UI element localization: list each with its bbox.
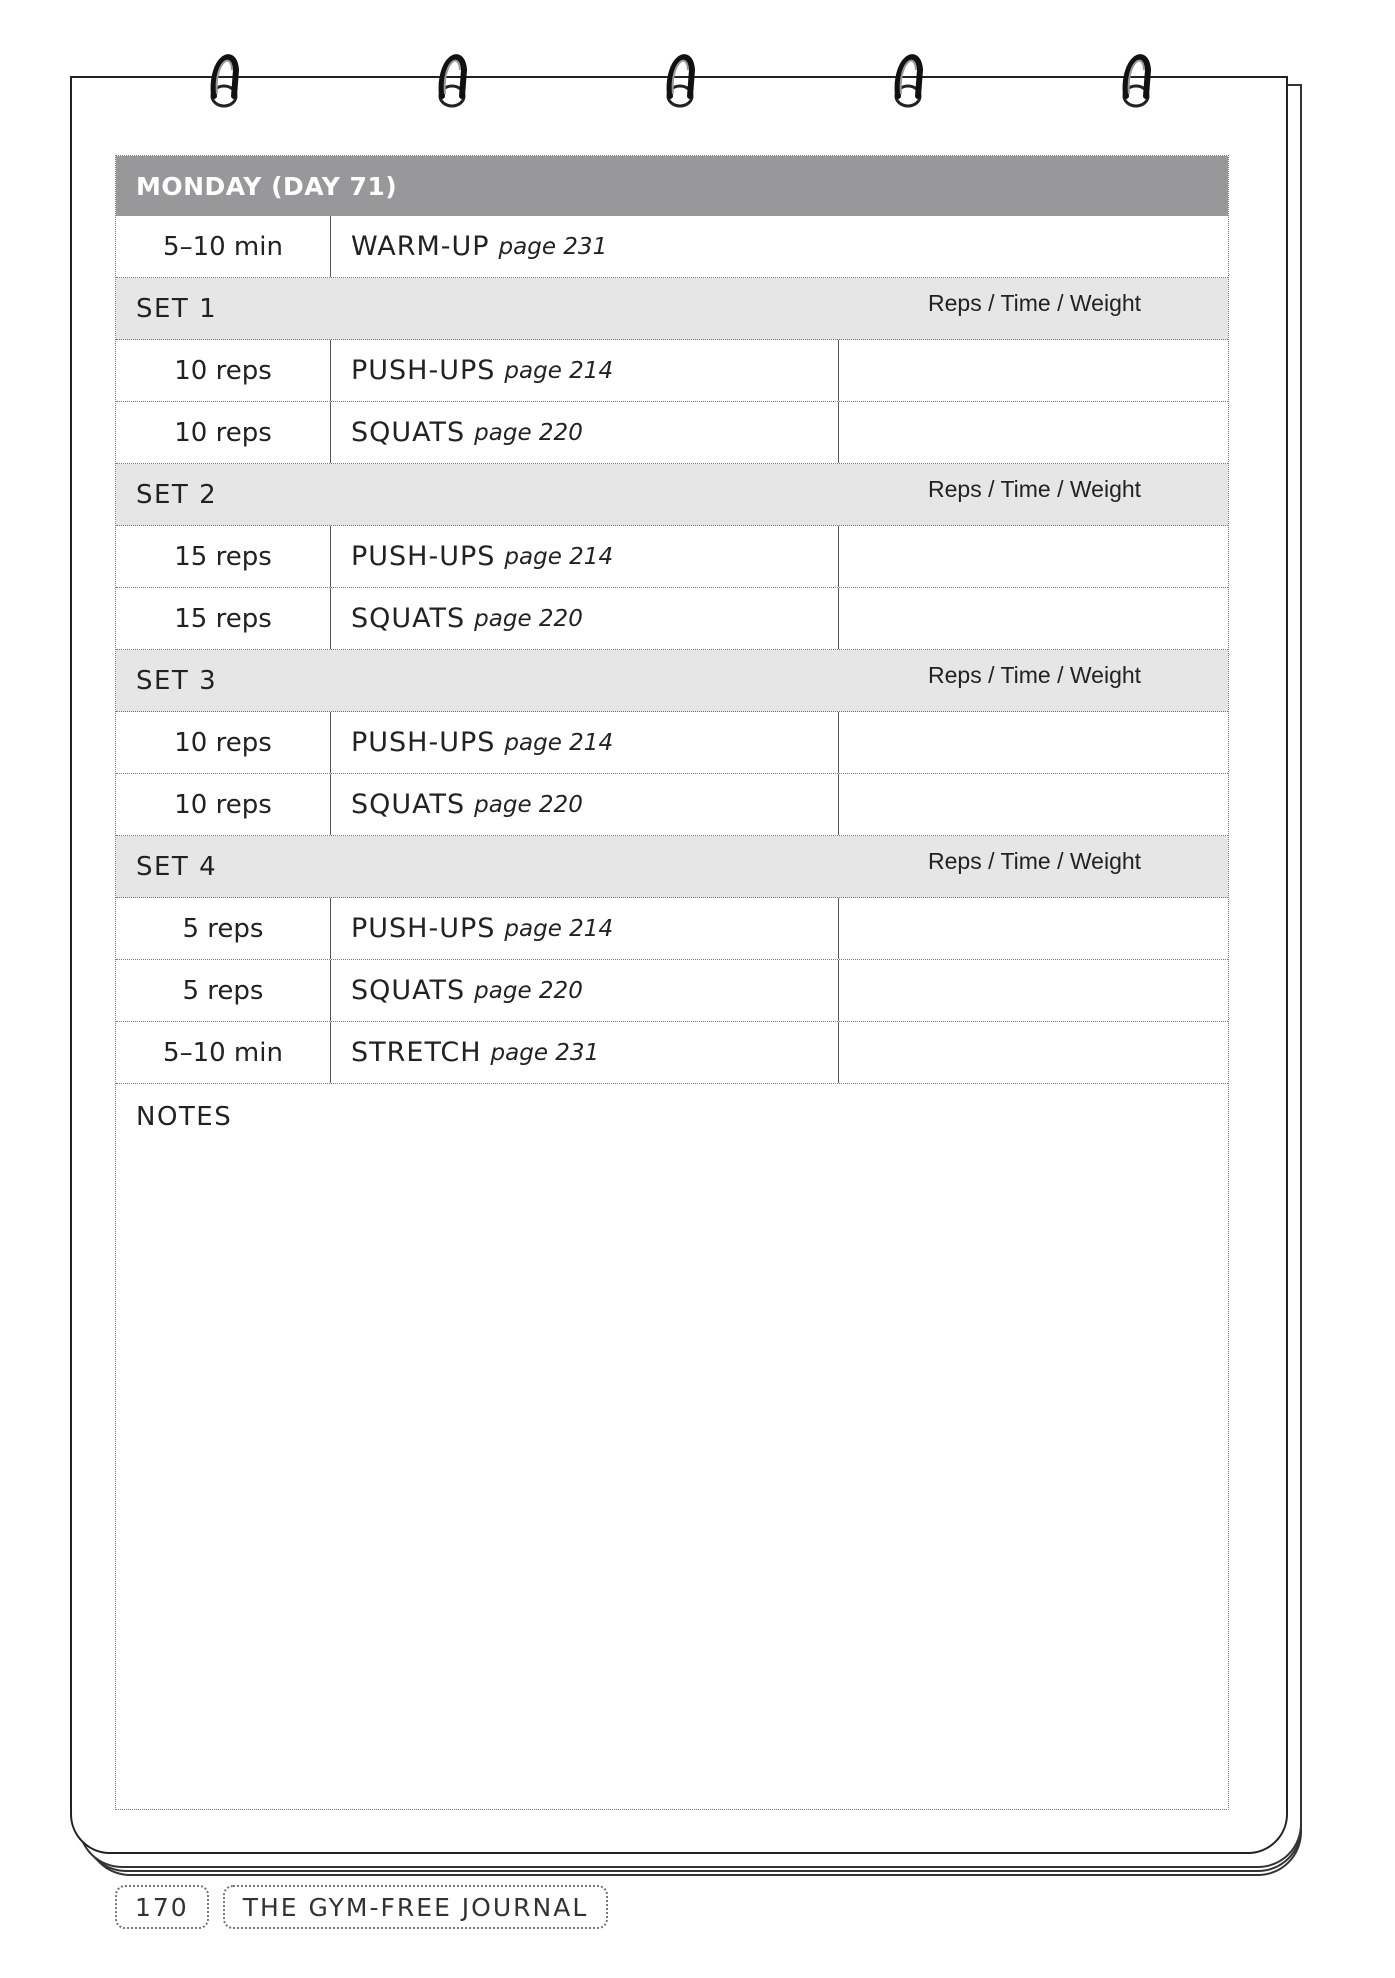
exercise-qty: 5 reps <box>116 960 331 1021</box>
log-entry-field[interactable] <box>839 960 1228 1021</box>
page-reference: page 220 <box>474 605 583 632</box>
workout-sheet <box>115 155 1229 1810</box>
page-reference: page 231 <box>490 1039 600 1066</box>
warmup-row <box>116 216 1228 278</box>
set-log-columns: Reps / Time / Weight <box>928 662 1142 688</box>
set-title: SET 2 <box>136 479 218 510</box>
spiral-ring-icon <box>1112 40 1160 120</box>
page-number: 170 <box>115 1885 209 1929</box>
set-log-columns: Reps / Time / Weight <box>928 476 1142 502</box>
exercise-name: STRETCH <box>351 1037 482 1068</box>
exercise-name-cell <box>331 712 839 773</box>
log-entry-field[interactable] <box>839 588 1228 649</box>
log-entry-field[interactable] <box>839 712 1228 773</box>
exercise-row <box>116 774 1228 836</box>
exercise-row <box>116 588 1228 650</box>
set-log-columns: Reps / Time / Weight <box>928 290 1142 316</box>
page-footer <box>115 1885 608 1929</box>
exercise-row <box>116 960 1228 1022</box>
set-header <box>116 278 1228 340</box>
exercise-name: SQUATS <box>351 603 466 634</box>
log-entry-field[interactable] <box>839 526 1228 587</box>
exercise-qty: 10 reps <box>116 340 331 401</box>
exercise-qty: 10 reps <box>116 774 331 835</box>
exercise-row <box>116 898 1228 960</box>
exercise-row <box>116 526 1228 588</box>
exercise-qty: 5 reps <box>116 898 331 959</box>
set-log-columns: Reps / Time / Weight <box>928 848 1142 874</box>
exercise-name: SQUATS <box>351 417 466 448</box>
set-title: SET 1 <box>136 293 218 324</box>
page-reference: page 231 <box>498 233 608 260</box>
log-entry-field[interactable] <box>839 402 1228 463</box>
book-title: THE GYM-FREE JOURNAL <box>223 1885 609 1929</box>
exercise-qty: 5–10 min <box>116 1022 331 1083</box>
notes-area[interactable] <box>116 1132 1228 1832</box>
spiral-ring-icon <box>428 40 476 120</box>
set-header <box>116 836 1228 898</box>
page-reference: page 214 <box>504 915 614 942</box>
page-reference: page 214 <box>504 729 614 756</box>
exercise-qty: 15 reps <box>116 526 331 587</box>
exercise-row <box>116 712 1228 774</box>
exercise-name: PUSH-UPS <box>351 541 496 572</box>
page-reference: page 220 <box>474 977 583 1004</box>
exercise-name-cell <box>331 588 839 649</box>
exercise-name: SQUATS <box>351 789 466 820</box>
exercise-qty: 15 reps <box>116 588 331 649</box>
set-title: SET 3 <box>136 665 218 696</box>
notes-label: NOTES <box>136 1102 233 1132</box>
exercise-qty: 10 reps <box>116 402 331 463</box>
page-reference: page 220 <box>474 419 583 446</box>
exercise-name-cell <box>331 216 1228 277</box>
exercise-name-cell <box>331 526 839 587</box>
exercise-name-cell <box>331 1022 839 1083</box>
exercise-row <box>116 340 1228 402</box>
page-reference: page 214 <box>504 543 614 570</box>
exercise-qty: 10 reps <box>116 712 331 773</box>
exercise-name-cell <box>331 898 839 959</box>
exercise-name-cell <box>331 340 839 401</box>
set-title: SET 4 <box>136 851 218 882</box>
page-reference: page 220 <box>474 791 583 818</box>
log-entry-field[interactable] <box>839 340 1228 401</box>
set-header <box>116 464 1228 526</box>
exercise-name: PUSH-UPS <box>351 355 496 386</box>
log-entry-field[interactable] <box>839 774 1228 835</box>
page-reference: page 214 <box>504 357 614 384</box>
exercise-name-cell <box>331 960 839 1021</box>
exercise-name-cell <box>331 774 839 835</box>
exercise-name: PUSH-UPS <box>351 913 496 944</box>
spiral-ring-icon <box>884 40 932 120</box>
exercise-name: SQUATS <box>351 975 466 1006</box>
day-header: MONDAY (DAY 71) <box>116 156 1228 216</box>
exercise-name: WARM-UP <box>351 231 490 262</box>
exercise-name-cell <box>331 402 839 463</box>
spiral-ring-icon <box>200 40 248 120</box>
set-header <box>116 650 1228 712</box>
spiral-ring-icon <box>656 40 704 120</box>
exercise-name: PUSH-UPS <box>351 727 496 758</box>
exercise-row <box>116 1022 1228 1084</box>
log-entry-field[interactable] <box>839 898 1228 959</box>
exercise-row <box>116 402 1228 464</box>
log-entry-field[interactable] <box>839 1022 1228 1083</box>
exercise-qty: 5–10 min <box>116 216 331 277</box>
